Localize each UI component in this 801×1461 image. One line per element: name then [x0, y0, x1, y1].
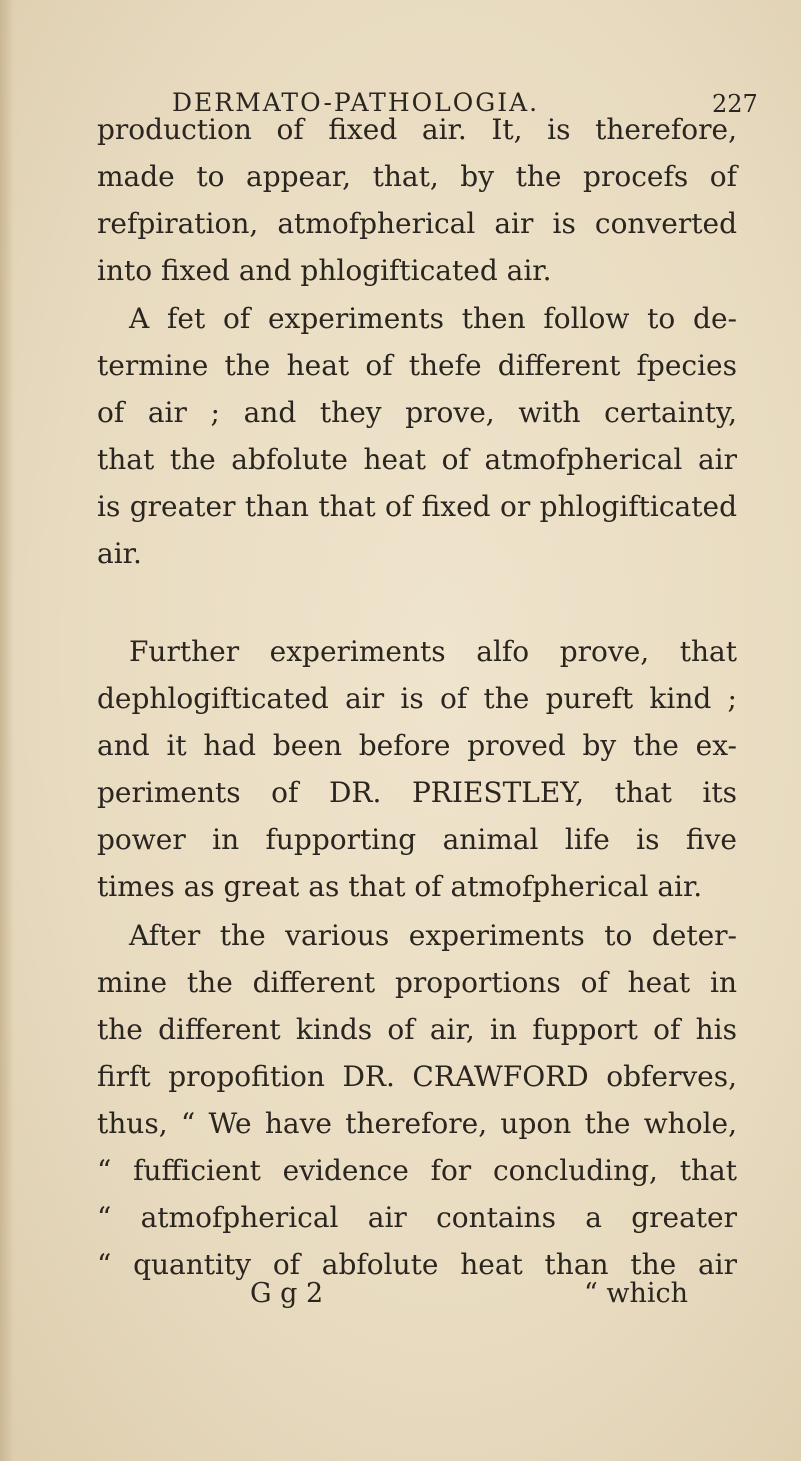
- running-head: DERMATO-PATHOLOGIA.: [172, 88, 540, 117]
- text-line: termine the heat of thefe different fpecies: [97, 349, 737, 382]
- text-line: air.: [97, 537, 142, 570]
- text-line: and it had been before proved by the ex-: [97, 729, 737, 762]
- text-line: “ quantity of abfolute heat than the air: [97, 1248, 737, 1281]
- text-line: production of fixed air. It, is therefore,: [97, 113, 737, 146]
- paragraph-3: [97, 628, 737, 910]
- text-line: is greater than that of fixed or phlogifticated: [97, 490, 737, 523]
- text-line: “ atmofpherical air contains a greater: [97, 1201, 737, 1234]
- text-line: periments of DR. PRIESTLEY, that its: [97, 776, 737, 809]
- catchword: “ which: [584, 1278, 689, 1309]
- paragraph-1: [97, 106, 737, 294]
- text-line: the different kinds of air, in fupport of his: [97, 1013, 737, 1046]
- text-line: times as great as that of atmofpherical air.: [97, 870, 703, 903]
- text-line: refpiration, atmofpherical air is converted: [97, 207, 737, 240]
- paragraph-2: [97, 295, 737, 577]
- text-line: firft propofition DR. CRAWFORD obferves,: [97, 1060, 737, 1093]
- text-line: of air ; and they prove, with certainty,: [97, 396, 737, 429]
- text-line: mine the different proportions of heat in: [97, 966, 737, 999]
- paragraph-4: [97, 912, 737, 1288]
- page-gutter-shadow: [0, 0, 14, 1461]
- text-line: dephlogifticated air is of the pureft kind ;: [97, 682, 737, 715]
- text-line: “ fufficient evidence for concluding, that: [97, 1154, 737, 1187]
- text-line: Further experiments alfo prove, that: [129, 635, 737, 668]
- text-line: into fixed and phlogifticated air.: [97, 254, 552, 287]
- page-number: 227: [712, 90, 758, 118]
- text-line: that the abfolute heat of atmofpherical air: [97, 443, 737, 476]
- text-line: thus, “ We have therefore, upon the whole,: [97, 1107, 737, 1140]
- text-line: After the various experiments to deter-: [129, 919, 737, 952]
- signature-mark: G g 2: [250, 1278, 324, 1309]
- text-line: power in fupporting animal life is five: [97, 823, 737, 856]
- text-line: A fet of experiments then follow to de-: [129, 302, 737, 335]
- text-line: made to appear, that, by the procefs of: [97, 160, 737, 193]
